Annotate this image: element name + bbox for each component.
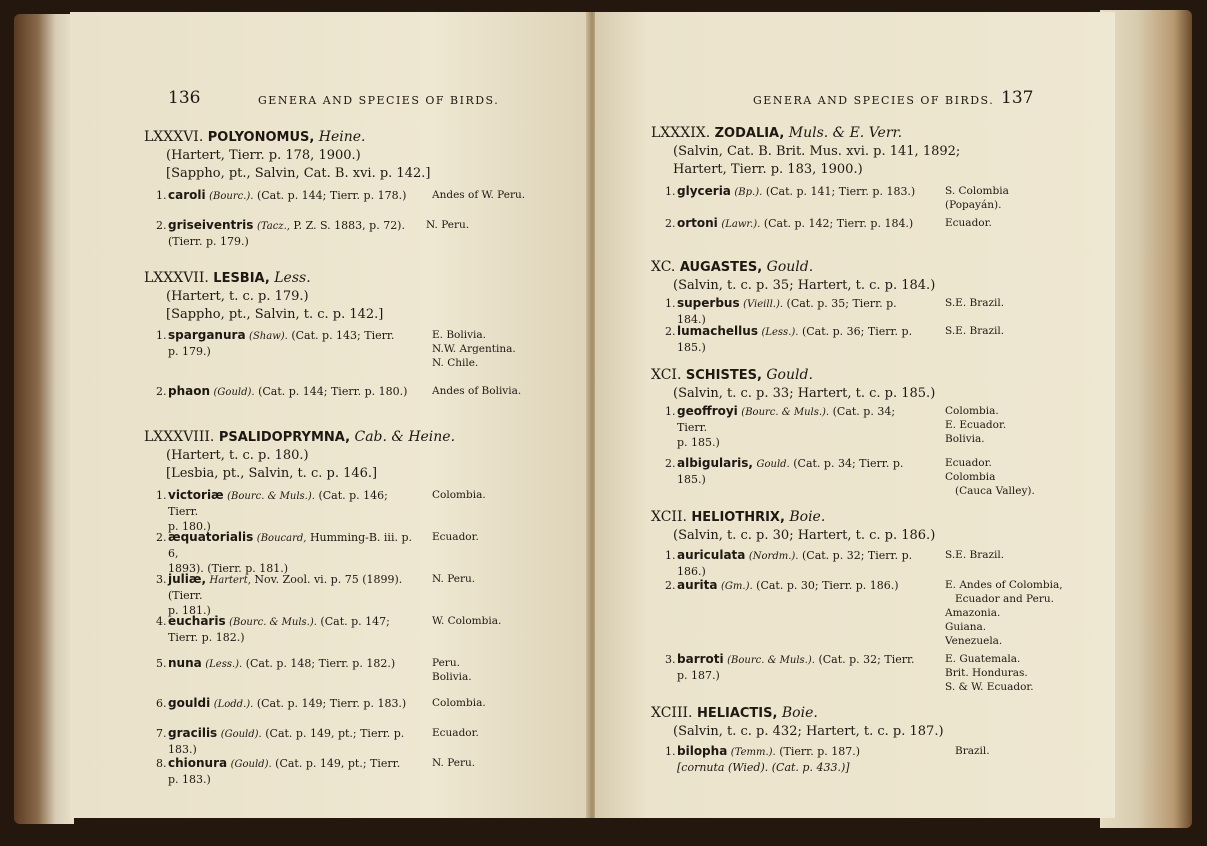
species-ref: (Cat. p. 32; Tierr. p. 186.) xyxy=(677,549,913,578)
genus-name: AUGASTES, xyxy=(679,260,763,275)
species-name: gouldi xyxy=(168,696,211,710)
species-locality: N. Peru. xyxy=(432,757,476,769)
species-number: 2. xyxy=(665,325,676,338)
species-ref-cont: (Tierr. p. 179.) xyxy=(168,235,249,248)
left-page xyxy=(70,12,590,818)
species-number: 2. xyxy=(156,219,167,232)
species-author: (Nordm.). xyxy=(748,551,799,562)
species-name: eucharis xyxy=(168,614,226,628)
species-number: 1. xyxy=(665,405,676,418)
page-number: 137 xyxy=(1001,88,1034,108)
genus-roman: LXXXVI. xyxy=(144,129,204,145)
species-ref-cont: p. 179.) xyxy=(168,345,211,358)
species-name: griseiventris xyxy=(168,218,254,232)
species-name: æquatorialis xyxy=(168,530,254,544)
species-locality: E. Bolivia. N.W. Argentina. N. Chile. xyxy=(432,329,516,369)
species-locality: Andes of Bolivia. xyxy=(432,385,522,397)
genus-author: Gould. xyxy=(766,259,814,275)
species-name: caroli xyxy=(168,188,206,202)
species-locality: S.E. Brazil. xyxy=(945,297,1005,309)
species-locality: Ecuador. Colombia (Cauca Valley). xyxy=(945,457,1035,497)
genus-heading xyxy=(651,366,935,403)
genus-heading xyxy=(651,124,960,179)
genus-name: POLYONOMUS, xyxy=(207,130,315,145)
species-number: 2. xyxy=(665,217,676,230)
page-number: 136 xyxy=(168,88,201,108)
genus-ref: (Salvin, t. c. p. 432; Hartert, t. c. p. 187.) xyxy=(673,724,944,739)
species-number: 1. xyxy=(156,329,167,342)
genus-roman: LXXXVIII. xyxy=(144,429,215,445)
genus-ref: (Hartert, t. c. p. 179.) xyxy=(166,289,309,304)
species-number: 2. xyxy=(156,531,167,544)
species-author: (Shaw). xyxy=(249,331,288,342)
species-author: (Tacz., xyxy=(256,221,290,232)
species-author: (Bourc. & Muls.). xyxy=(229,617,317,628)
species-locality: Ecuador. xyxy=(432,727,479,739)
species-number: 2. xyxy=(665,579,676,592)
species-name: geoffroyi xyxy=(677,404,738,418)
species-locality: S.E. Brazil. xyxy=(945,549,1005,561)
genus-ref: (Hartert, Tierr. p. 178, 1900.) xyxy=(166,148,361,163)
species-ref: (Cat. p. 35; Tierr. p. 184.) xyxy=(677,297,897,326)
species-author: Gould. xyxy=(756,459,790,470)
genus-name: SCHISTES, xyxy=(685,368,762,383)
species-locality: Colombia. xyxy=(432,697,486,709)
species-number: 2. xyxy=(156,385,167,398)
species-ref-cont: p. 183.) xyxy=(168,773,211,786)
species-ref: (Cat. p. 30; Tierr. p. 186.) xyxy=(756,579,899,592)
species-name: victoriæ xyxy=(168,488,224,502)
species-author: (Lawr.). xyxy=(721,219,761,230)
species-number: 1. xyxy=(665,549,676,562)
genus-ref: (Salvin, t. c. p. 33; Hartert, t. c. p. 185.) xyxy=(673,386,936,401)
species-name: lumachellus xyxy=(677,324,758,338)
genus-ref: [Lesbia, pt., Salvin, t. c. p. 146.] xyxy=(166,466,378,481)
species-locality: Ecuador. xyxy=(945,217,992,229)
species-ref: (Cat. p. 149, pt.; Tierr. p. 183.) xyxy=(168,727,405,756)
genus-name: HELIOTHRIX, xyxy=(691,510,785,525)
species-name: ortoni xyxy=(677,216,718,230)
species-author: (Bourc. & Muls.). xyxy=(741,407,830,418)
species-locality: N. Peru. xyxy=(426,219,470,231)
species-name: albigularis, xyxy=(677,456,753,470)
species-name: nuna xyxy=(168,656,202,670)
genus-roman: LXXXVII. xyxy=(144,270,209,286)
species-locality: N. Peru. xyxy=(432,573,476,585)
species-name: aurita xyxy=(677,578,718,592)
genus-heading xyxy=(144,269,383,324)
genus-author: Boie. xyxy=(789,509,826,525)
species-locality: Brazil. xyxy=(955,745,990,757)
species-name: superbus xyxy=(677,296,740,310)
species-author: (Bp.). xyxy=(734,187,763,198)
genus-name: LESBIA, xyxy=(213,271,270,286)
species-ref: (Cat. p. 147; xyxy=(320,615,390,628)
species-ref: (Cat. p. 34; Tierr. xyxy=(677,405,896,434)
species-number: 6. xyxy=(156,697,167,710)
genus-ref: (Hartert, t. c. p. 180.) xyxy=(166,448,309,463)
species-author: (Less.). xyxy=(761,327,799,338)
genus-name: PSALIDOPRYMNA, xyxy=(218,430,351,445)
species-ref: Nov. Zool. vi. p. 75 (1899). (Tierr. xyxy=(168,573,403,602)
genus-name: ZODALIA, xyxy=(714,126,785,141)
species-ref: (Cat. p. 142; Tierr. p. 184.) xyxy=(763,217,914,230)
genus-author: Less. xyxy=(274,270,311,286)
running-header: GENERA AND SPECIES OF BIRDS. xyxy=(258,94,500,107)
species-ref: (Cat. p. 149; Tierr. p. 183.) xyxy=(256,697,407,710)
species-ref-cont: 1893). (Tierr. p. 181.) xyxy=(168,562,289,575)
species-ref: (Cat. p. 36; Tierr. p. 185.) xyxy=(677,325,913,354)
species-author: (Gould). xyxy=(230,759,272,770)
genus-heading xyxy=(651,258,935,295)
species-author: (Gm.). xyxy=(721,581,753,592)
species-number: 1. xyxy=(156,189,167,202)
species-locality: W. Colombia. xyxy=(432,615,502,627)
species-number: 8. xyxy=(156,757,167,770)
genus-roman: XCI. xyxy=(651,367,682,383)
species-author: (Gould). xyxy=(220,729,262,740)
species-name: barroti xyxy=(677,652,724,666)
species-synonym: [cornuta (Wied). (Cat. p. 433.)] xyxy=(677,761,850,774)
species-number: 3. xyxy=(156,573,167,586)
species-number: 1. xyxy=(665,185,676,198)
species-ref-cont: p. 185.) xyxy=(677,436,720,449)
species-number: 1. xyxy=(665,745,676,758)
species-author: (Vieill.). xyxy=(743,299,784,310)
genus-ref: (Salvin, t. c. p. 35; Hartert, t. c. p. 184.) xyxy=(673,278,936,293)
species-locality: Ecuador. xyxy=(432,531,479,543)
left-page-edges xyxy=(14,14,74,824)
species-number: 1. xyxy=(156,489,167,502)
genus-ref: (Salvin, t. c. p. 30; Hartert, t. c. p. 186.) xyxy=(673,528,936,543)
genus-author: Gould. xyxy=(766,367,813,383)
running-header: GENERA AND SPECIES OF BIRDS. xyxy=(753,94,995,107)
species-ref: (Cat. p. 34; Tierr. p. 185.) xyxy=(677,457,904,486)
genus-name: HELIACTIS, xyxy=(696,706,778,721)
species-ref: (Cat. p. 149, pt.; Tierr. xyxy=(275,757,401,770)
genus-roman: XCIII. xyxy=(651,705,693,721)
species-author: (Bourc. & Muls.). xyxy=(727,655,815,666)
genus-ref: [Sappho, pt., Salvin, Cat. B. xvi. p. 142.] xyxy=(166,166,431,181)
species-ref-cont: p. 181.) xyxy=(168,604,211,617)
species-ref: Humming-B. iii. p. 6, xyxy=(168,531,412,560)
species-name: phaon xyxy=(168,384,211,398)
species-author: (Lodd.). xyxy=(213,699,254,710)
genus-ref: Hartert, Tierr. p. 183, 1900.) xyxy=(673,162,863,177)
genus-roman: XCII. xyxy=(651,509,687,525)
right-page xyxy=(595,12,1115,818)
genus-heading xyxy=(144,128,430,183)
species-ref: (Cat. p. 141; Tierr. p. 183.) xyxy=(765,185,916,198)
species-author: (Less.). xyxy=(205,659,243,670)
genus-author: Boie. xyxy=(781,705,818,721)
genus-heading xyxy=(651,508,935,545)
species-number: 3. xyxy=(665,653,676,666)
species-name: juliæ, xyxy=(168,572,207,586)
species-author: Hartert, xyxy=(209,575,251,586)
species-locality: Colombia. E. Ecuador. Bolivia. xyxy=(945,405,1007,445)
species-ref: (Tierr. p. 187.) xyxy=(779,745,861,758)
species-number: 7. xyxy=(156,727,167,740)
species-ref: P. Z. S. 1883, p. 72). xyxy=(293,219,405,232)
species-ref: (Cat. p. 144; Tierr. p. 180.) xyxy=(258,385,408,398)
species-ref-cont: p. 187.) xyxy=(677,669,720,682)
genus-ref: (Salvin, Cat. B. Brit. Mus. xvi. p. 141, 1892; xyxy=(673,144,961,159)
species-author: (Boucard, xyxy=(256,533,307,544)
species-ref: (Cat. p. 32; Tierr. xyxy=(818,653,915,666)
genus-heading xyxy=(651,704,944,741)
species-name: bilopha xyxy=(677,744,728,758)
genus-roman: LXXXIX. xyxy=(651,125,711,141)
species-locality: Peru. Bolivia. xyxy=(432,657,472,683)
species-locality: Andes of W. Peru. xyxy=(432,189,526,201)
species-number: 5. xyxy=(156,657,167,670)
species-locality: E. Andes of Colombia, Ecuador and Peru. Amazonia. Guiana. Venezuela. xyxy=(945,579,1063,647)
species-ref: (Cat. p. 146; Tierr. xyxy=(168,489,388,518)
species-author: (Bourc. & Muls.). xyxy=(227,491,315,502)
species-locality: Colombia. xyxy=(432,489,486,501)
species-author: (Gould). xyxy=(213,387,255,398)
species-number: 2. xyxy=(665,457,676,470)
species-number: 4. xyxy=(156,615,167,628)
species-locality: S.E. Brazil. xyxy=(945,325,1005,337)
genus-author: Heine. xyxy=(318,129,366,145)
species-number: 1. xyxy=(665,297,676,310)
species-name: gracilis xyxy=(168,726,218,740)
genus-roman: XC. xyxy=(651,259,676,275)
genus-ref: [Sappho, pt., Salvin, t. c. p. 142.] xyxy=(166,307,384,322)
genus-author: Cab. & Heine. xyxy=(354,429,456,445)
species-locality: E. Guatemala. Brit. Honduras. S. & W. Ecuador. xyxy=(945,653,1034,693)
genus-heading xyxy=(144,428,455,483)
species-ref: (Cat. p. 148; Tierr. p. 182.) xyxy=(245,657,396,670)
species-name: chionura xyxy=(168,756,228,770)
genus-author: Muls. & E. Verr. xyxy=(788,125,903,141)
species-ref-cont: p. 180.) xyxy=(168,520,211,533)
species-ref: (Cat. p. 144; Tierr. p. 178.) xyxy=(256,189,407,202)
species-author: (Bourc.). xyxy=(209,191,254,202)
species-locality: S. Colombia (Popayán). xyxy=(945,185,1009,211)
species-ref: (Cat. p. 143; Tierr. xyxy=(291,329,395,342)
species-author: (Temm.). xyxy=(730,747,776,758)
species-name: glyceria xyxy=(677,184,731,198)
species-ref-cont: Tierr. p. 182.) xyxy=(168,631,245,644)
species-name: auriculata xyxy=(677,548,746,562)
species-name: sparganura xyxy=(168,328,246,342)
